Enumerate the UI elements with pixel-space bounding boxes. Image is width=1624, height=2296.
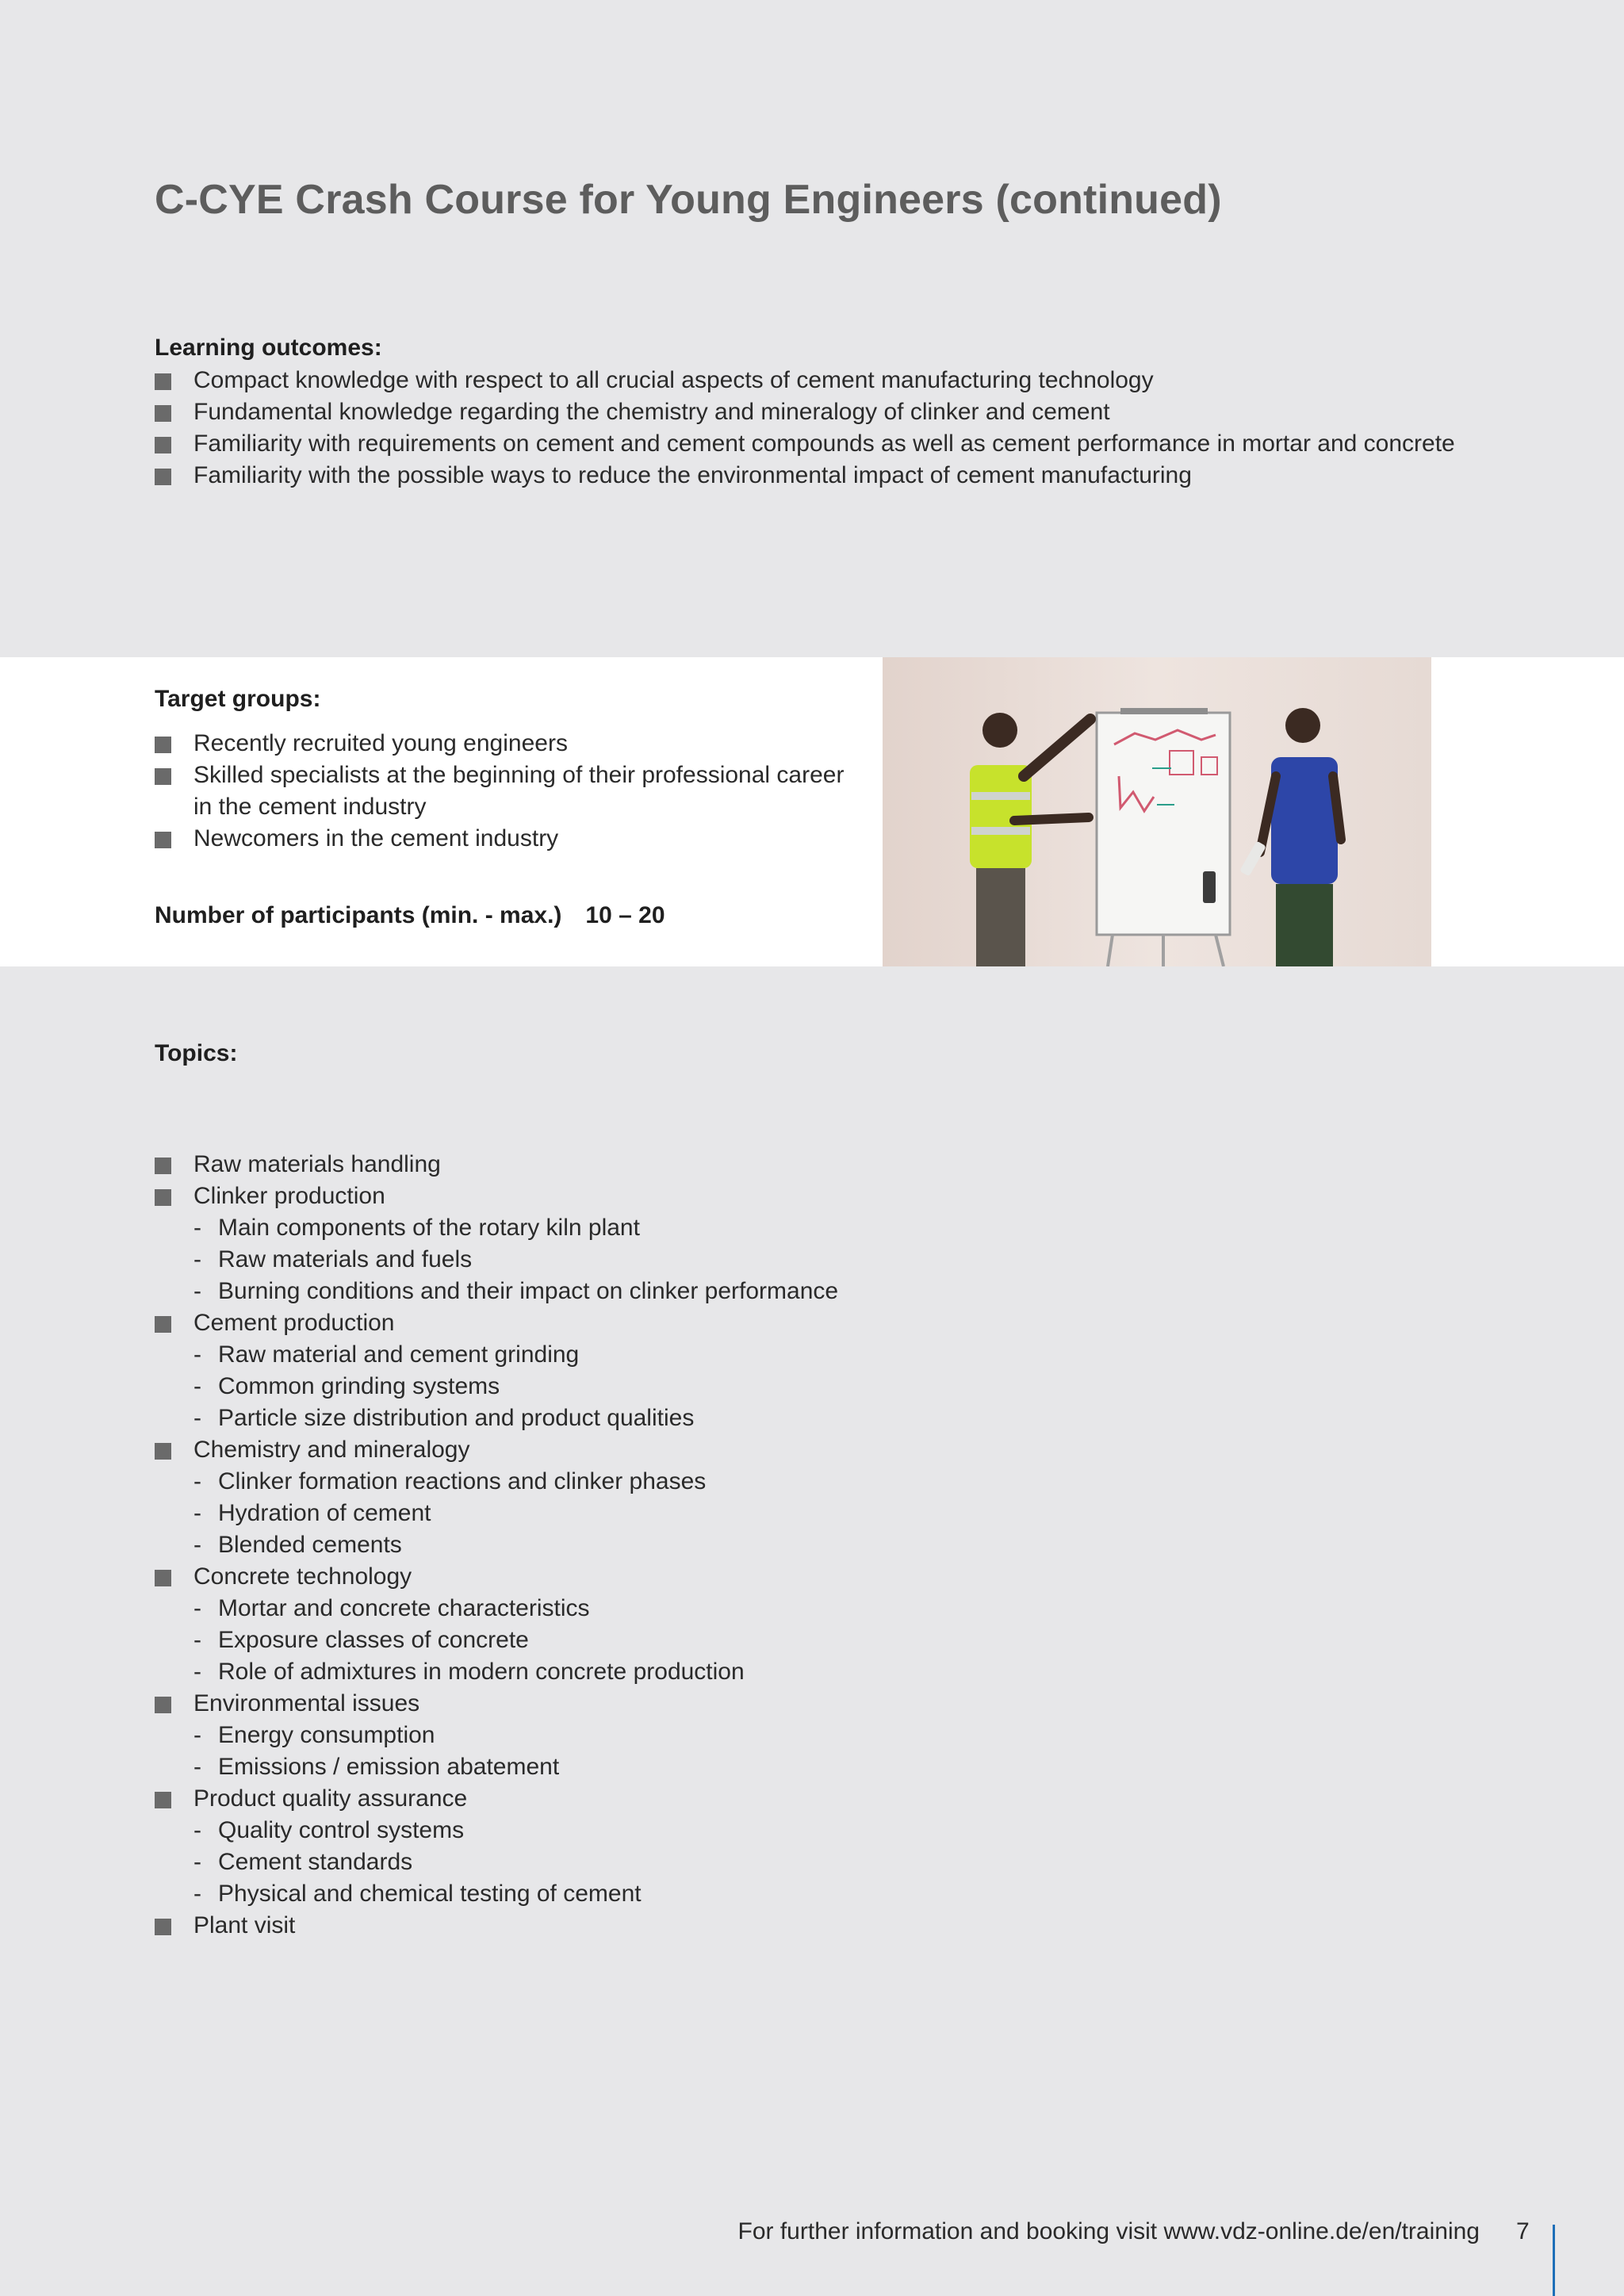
topic-label: Concrete technology <box>193 1563 412 1590</box>
list-item <box>155 728 852 760</box>
topic-label: Clinker production <box>193 1183 385 1209</box>
subtopic-item <box>193 1656 1106 1688</box>
list-item-text: Recently recruited young engineers <box>193 730 568 756</box>
square-bullet-icon <box>155 437 171 453</box>
square-bullet-icon <box>155 373 171 390</box>
subtopic-item <box>193 1751 1106 1783</box>
subtopic-text: Common grinding systems <box>218 1373 500 1399</box>
dash-bullet: - <box>193 1405 201 1431</box>
learning-outcomes-section <box>155 331 1455 492</box>
subtopic-item <box>193 1498 1106 1529</box>
subtopic-item <box>193 1276 1106 1307</box>
training-photo <box>883 657 1431 966</box>
learning-outcomes-heading: Learning outcomes: <box>155 335 382 361</box>
subtopic-item <box>193 1846 1106 1878</box>
subtopic-item <box>193 1212 1106 1244</box>
topic-label: Raw materials handling <box>193 1151 441 1177</box>
subtopic-text: Physical and chemical testing of cement <box>218 1881 642 1907</box>
subtopic-list <box>193 1466 1106 1561</box>
topic-label: Product quality assurance <box>193 1785 468 1812</box>
subtopic-text: Role of admixtures in modern concrete production <box>218 1659 745 1685</box>
subtopic-text: Mortar and concrete characteristics <box>218 1595 590 1621</box>
square-bullet-icon <box>155 1189 171 1206</box>
square-bullet-icon <box>155 405 171 422</box>
topic-label: Plant visit <box>193 1912 296 1938</box>
subtopic-list <box>193 1212 1106 1307</box>
page-number-rule <box>1553 2225 1555 2296</box>
target-groups-section <box>155 682 852 855</box>
topics-section <box>155 1149 1106 1942</box>
topic-item <box>155 1688 1106 1783</box>
square-bullet-icon <box>155 832 171 848</box>
square-bullet-icon <box>155 1570 171 1586</box>
subtopic-list <box>193 1593 1106 1688</box>
topic-item <box>155 1434 1106 1561</box>
square-bullet-icon <box>155 768 171 785</box>
topics-heading: Topics: <box>155 1040 238 1066</box>
dash-bullet: - <box>193 1817 201 1843</box>
list-item <box>155 396 1455 428</box>
subtopic-text: Clinker formation reactions and clinker phases <box>218 1468 707 1494</box>
subtopic-text: Cement standards <box>218 1849 413 1875</box>
participants-line <box>155 902 665 929</box>
square-bullet-icon <box>155 1792 171 1808</box>
dash-bullet: - <box>193 1468 201 1494</box>
subtopic-text: Exposure classes of concrete <box>218 1627 529 1653</box>
dash-bullet: - <box>193 1881 201 1907</box>
subtopic-text: Hydration of cement <box>218 1500 431 1526</box>
square-bullet-icon <box>155 1919 171 1935</box>
square-bullet-icon <box>155 1443 171 1460</box>
dash-bullet: - <box>193 1849 201 1875</box>
square-bullet-icon <box>155 469 171 485</box>
topic-item <box>155 1149 1106 1181</box>
dash-bullet: - <box>193 1627 201 1653</box>
subtopic-item <box>193 1720 1106 1751</box>
dash-bullet: - <box>193 1595 201 1621</box>
topic-item <box>155 1561 1106 1688</box>
dash-bullet: - <box>193 1659 201 1685</box>
dash-bullet: - <box>193 1754 201 1780</box>
topics-list <box>155 1149 1106 1942</box>
list-item-text: Skilled specialists at the beginning of their professional career in the cement industry <box>193 762 845 820</box>
dash-bullet: - <box>193 1246 201 1272</box>
topic-item <box>155 1783 1106 1910</box>
subtopic-text: Main components of the rotary kiln plant <box>218 1215 640 1241</box>
target-groups-heading: Target groups: <box>155 686 321 712</box>
list-item <box>155 760 852 823</box>
subtopic-item <box>193 1878 1106 1910</box>
dash-bullet: - <box>193 1722 201 1748</box>
subtopic-list <box>193 1720 1106 1783</box>
subtopic-item <box>193 1402 1106 1434</box>
page-title: C-CYE Crash Course for Young Engineers (continued) <box>155 177 1222 223</box>
footer-booking-text: For further information and booking visit www.vdz-online.de/en/training <box>737 2218 1480 2244</box>
learning-outcomes-list <box>155 365 1455 492</box>
target-groups-list <box>155 728 852 855</box>
subtopic-item <box>193 1815 1106 1846</box>
topic-item <box>155 1181 1106 1307</box>
square-bullet-icon <box>155 1316 171 1333</box>
list-item-text: Fundamental knowledge regarding the chemistry and mineralogy of clinker and cement <box>193 399 1110 425</box>
subtopic-item <box>193 1529 1106 1561</box>
topic-item <box>155 1910 1106 1942</box>
square-bullet-icon <box>155 1697 171 1713</box>
subtopic-text: Energy consumption <box>218 1722 435 1748</box>
dash-bullet: - <box>193 1341 201 1368</box>
list-item <box>155 365 1455 396</box>
dash-bullet: - <box>193 1278 201 1304</box>
subtopic-text: Burning conditions and their impact on clinker performance <box>218 1278 839 1304</box>
dash-bullet: - <box>193 1373 201 1399</box>
topic-item <box>155 1307 1106 1434</box>
topic-label: Cement production <box>193 1310 395 1336</box>
topic-label: Environmental issues <box>193 1690 420 1716</box>
subtopic-list <box>193 1815 1106 1910</box>
subtopic-item <box>193 1466 1106 1498</box>
page-number: 7 <box>1516 2218 1530 2244</box>
subtopic-text: Raw materials and fuels <box>218 1246 473 1272</box>
list-item-text: Compact knowledge with respect to all crucial aspects of cement manufacturing technology <box>193 367 1154 393</box>
subtopic-text: Emissions / emission abatement <box>218 1754 560 1780</box>
subtopic-text: Blended cements <box>218 1532 402 1558</box>
topic-label: Chemistry and mineralogy <box>193 1437 470 1463</box>
participants-label: Number of participants (min. - max.) <box>155 902 562 928</box>
subtopic-item <box>193 1624 1106 1656</box>
square-bullet-icon <box>155 737 171 753</box>
subtopic-text: Quality control systems <box>218 1817 465 1843</box>
dash-bullet: - <box>193 1215 201 1241</box>
dash-bullet: - <box>193 1500 201 1526</box>
list-item <box>155 428 1455 460</box>
subtopic-item <box>193 1339 1106 1371</box>
subtopic-item <box>193 1371 1106 1402</box>
list-item-text: Newcomers in the cement industry <box>193 825 559 851</box>
subtopic-list <box>193 1339 1106 1434</box>
list-item-text: Familiarity with the possible ways to reduce the environmental impact of cement manufacturing <box>193 462 1192 488</box>
subtopic-item <box>193 1244 1106 1276</box>
subtopic-item <box>193 1593 1106 1624</box>
list-item <box>155 460 1455 492</box>
list-item <box>155 823 852 855</box>
list-item-text: Familiarity with requirements on cement and cement compounds as well as cement performance in mortar and concrete <box>193 430 1455 457</box>
participants-range: 10 – 20 <box>585 902 665 928</box>
subtopic-text: Raw material and cement grinding <box>218 1341 580 1368</box>
dash-bullet: - <box>193 1532 201 1558</box>
subtopic-text: Particle size distribution and product qualities <box>218 1405 695 1431</box>
square-bullet-icon <box>155 1158 171 1174</box>
